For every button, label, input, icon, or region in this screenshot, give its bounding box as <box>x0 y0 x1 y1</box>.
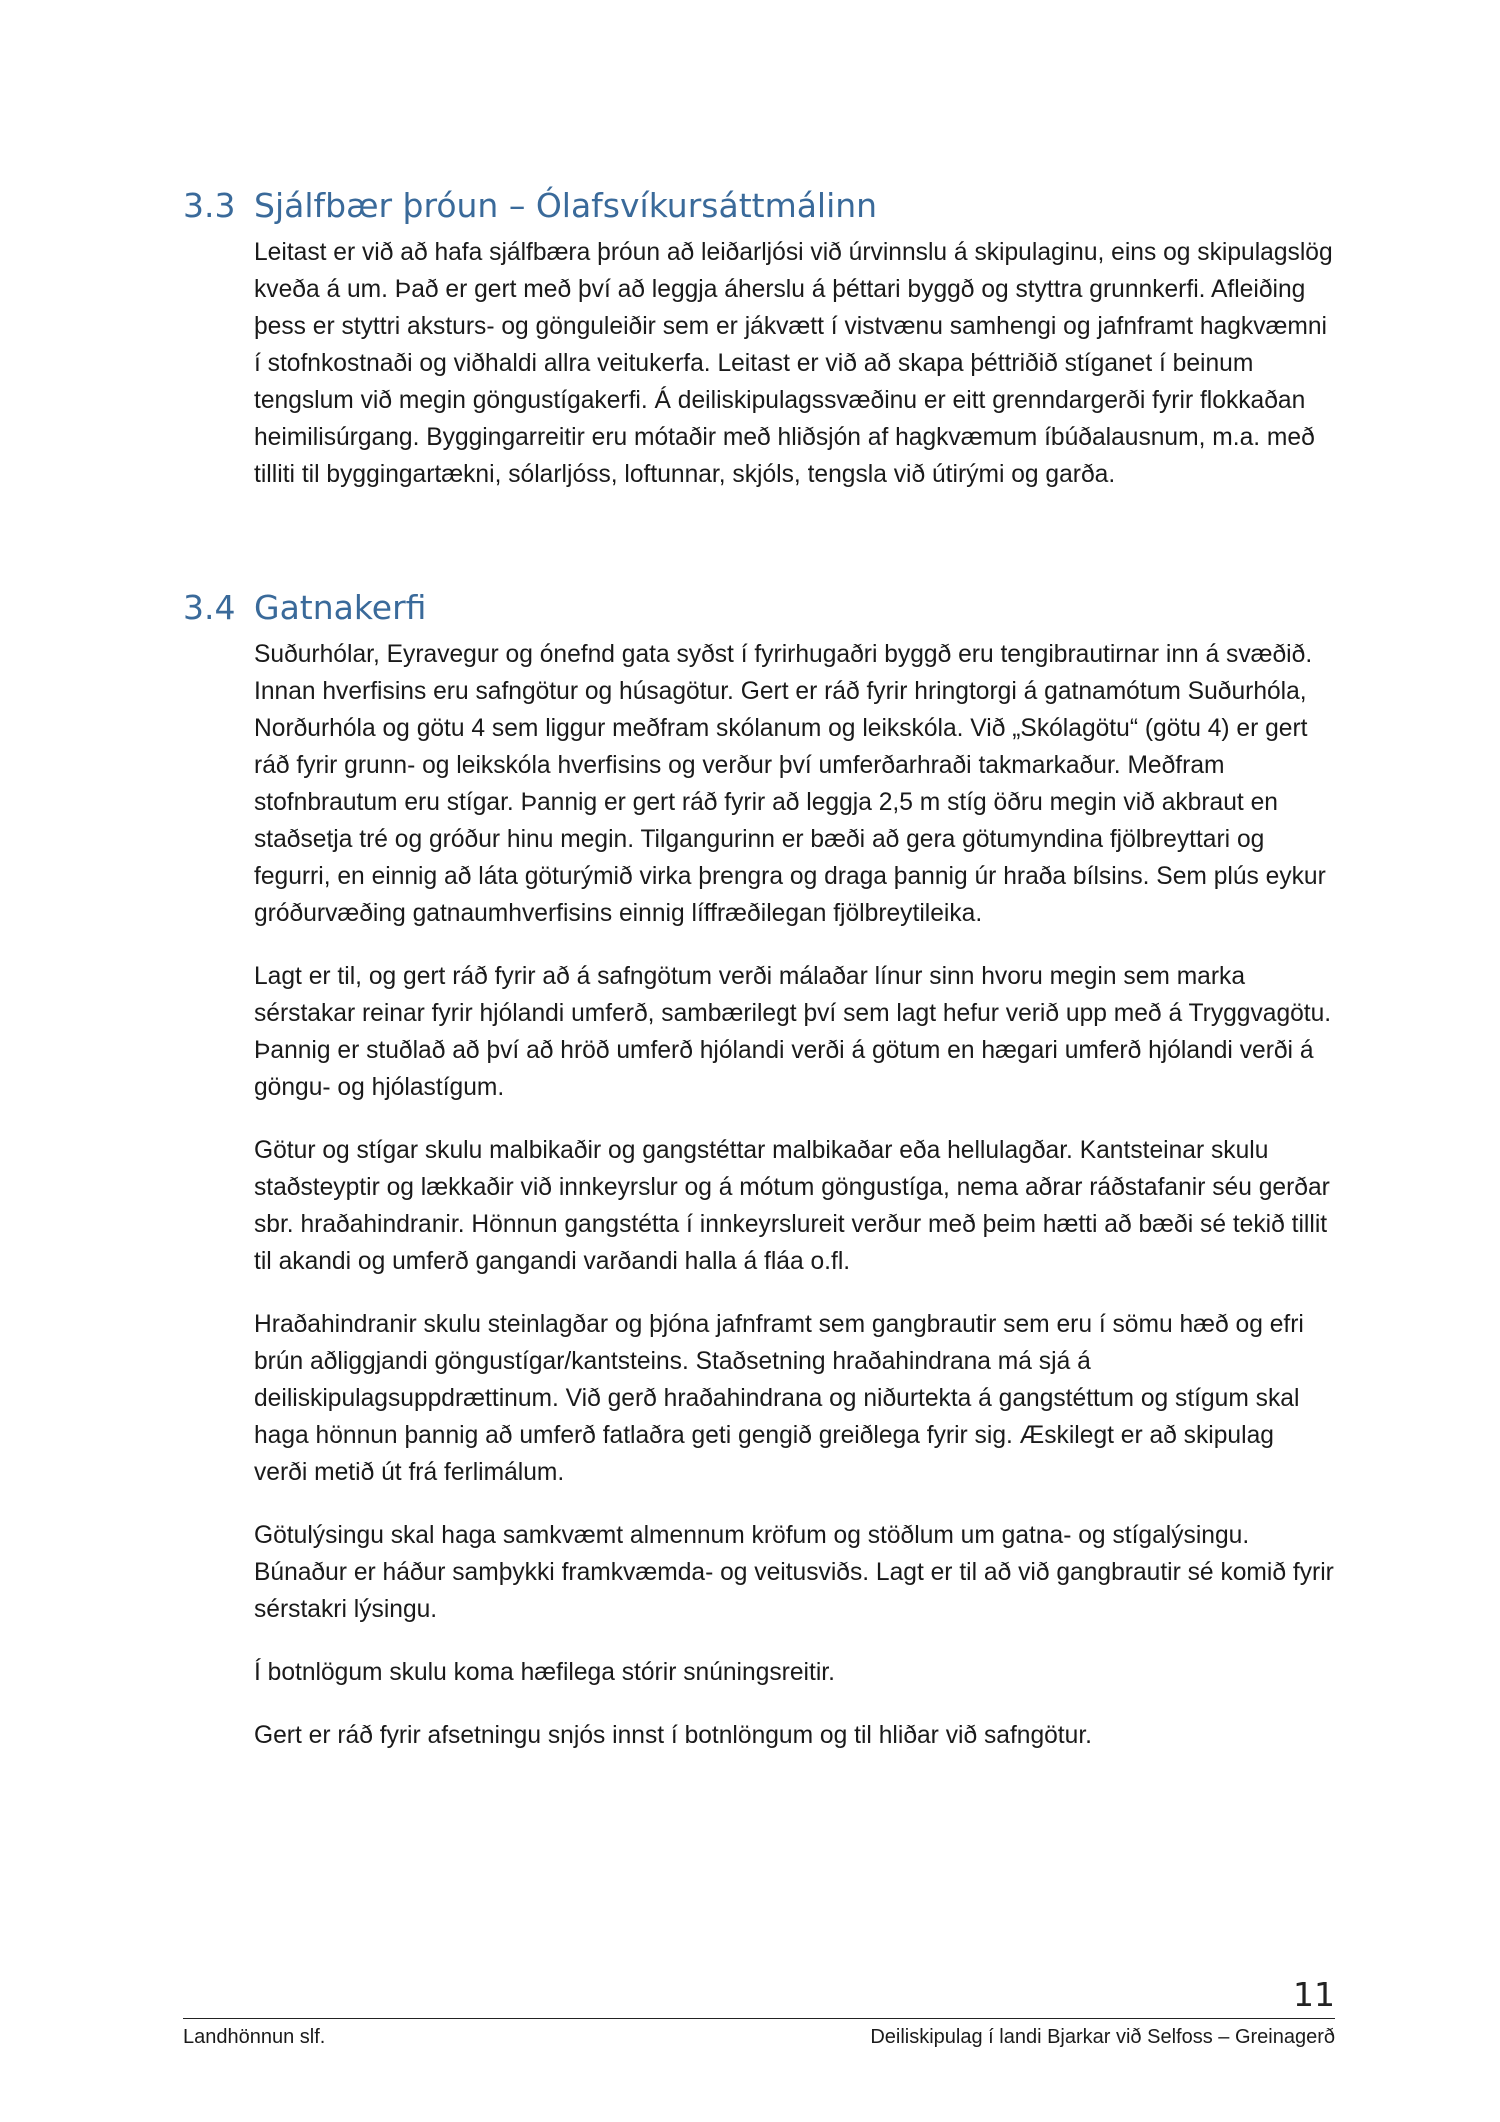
section-3-4 <box>183 586 1333 1780</box>
footer-divider <box>183 2018 1335 2019</box>
section-number: 3.3 <box>183 186 236 225</box>
page-number: 11 <box>1293 1975 1335 2014</box>
footer-company: Landhönnun slf. <box>183 2026 326 2048</box>
paragraph: Gert er ráð fyrir afsetningu snjós innst í botnlöngum og til hliðar við safngötur. <box>254 1722 1092 1749</box>
paragraph: Götur og stígar skulu malbikaðir og gangstéttar malbikaðar eða hellulagðar. Kantsteinar skulu staðsteyptir og lækkaðir við innkeyrslur og á mótum göngustíga, nema aðrar ráðstafanir séu gerðar sbr. hraðahindranir. Hönnun gangstétta í innkeyrslureit verður með þeim hætti að bæði sé tekið tillit til akandi og umferð gangandi varðandi halla á fláa o.fl. <box>254 1137 1330 1275</box>
paragraph: Götulýsingu skal haga samkvæmt almennum kröfum og stöðlum um gatna- og stígalýsingu. Búnaður er háður samþykki framkvæmda- og veitusviðs. Lagt er til að við gangbrautir sé komið fyrir sérstakri lýsingu. <box>254 1522 1334 1623</box>
paragraph: Í botnlögum skulu koma hæfilega stórir snúningsreitir. <box>254 1659 835 1686</box>
section-heading <box>183 184 1333 228</box>
paragraph: Lagt er til, og gert ráð fyrir að á safngötum verði málaðar línur sinn hvoru megin sem marka sérstakar reinar fyrir hjólandi umferð, sambærilegt því sem lagt hefur verið upp með á Tryggvagötu. Þannig er stuðlað að því að hröð umferð hjólandi verði á götum en hægari umferð hjólandi verði á göngu- og hjólastígum. <box>254 963 1332 1101</box>
section-title: Sjálfbær þróun – Ólafsvíkursáttmálinn <box>254 186 878 225</box>
paragraph: Suðurhólar, Eyravegur og ónefnd gata syðst í fyrirhugaðri byggð eru tengibrautirnar inn á svæðið. Innan hverfisins eru safngötur og húsagötur. Gert er ráð fyrir hringtorgi á gatnamótum Suðurhóla, Norðurhóla og götu 4 sem liggur meðfram skólanum og leikskóla. Við „Skólagötu“ (götu 4) er gert ráð fyrir grunn- og leikskóla hverfisins og verður því umferðarhraði takmarkaður. Meðfram stofnbrautum eru stígar. Þannig er gert ráð fyrir að leggja 2,5 m stíg öðru megin við akbraut en staðsetja tré og gróður hinu megin. Tilgangurinn er bæði að gera götumyndina fjölbreyttari og fegurri, en einnig að láta göturýmið virka þrengra og draga þannig úr hraða bílsins. Sem plús eykur gróðurvæðing gatnaumhverfisins einnig líffræðilegan fjölbreytileika. <box>254 641 1326 927</box>
section-body <box>254 636 1334 1754</box>
section-3-3 <box>183 184 1333 519</box>
section-body <box>254 234 1334 493</box>
footer-document-title: Deiliskipulag í landi Bjarkar við Selfoss – Greinagerð <box>870 2026 1335 2048</box>
section-title: Gatnakerfi <box>254 588 427 627</box>
paragraph: Hraðahindranir skulu steinlagðar og þjóna jafnframt sem gangbrautir sem eru í sömu hæð og efri brún aðliggjandi göngustígar/kantsteins. Staðsetning hraðahindrana má sjá á deiliskipulagsuppdrættinum. Við gerð hraðahindrana og niðurtekta á gangstéttum og stígum skal haga hönnun þannig að umferð fatlaðra geti gengið greiðlega fyrir sig. Æskilegt er að skipulag verði metið út frá ferlimálum. <box>254 1311 1304 1486</box>
section-number: 3.4 <box>183 588 236 627</box>
section-heading <box>183 586 1333 630</box>
paragraph: Leitast er við að hafa sjálfbæra þróun að leiðarljósi við úrvinnslu á skipulaginu, eins og skipulagslög kveða á um. Það er gert með því að leggja áherslu á þéttari byggð og styttra grunnkerfi. Afleiðing þess er styttri aksturs- og gönguleiðir sem er jákvætt í vistvænu samhengi og jafnframt hagkvæmni í stofnkostnaði og viðhaldi allra veitukerfa. Leitast er við að skapa þéttriðið stíganet í beinum tengslum við megin göngustígakerfi. Á deiliskipulagssvæðinu er eitt grenndargerði fyrir flokkaðan heimilisúrgang. Byggingarreitir eru mótaðir með hliðsjón af hagkvæmum íbúðalausnum, m.a. með tilliti til byggingartækni, sólarljóss, loftunnar, skjóls, tengsla við útirými og garða. <box>254 239 1333 488</box>
